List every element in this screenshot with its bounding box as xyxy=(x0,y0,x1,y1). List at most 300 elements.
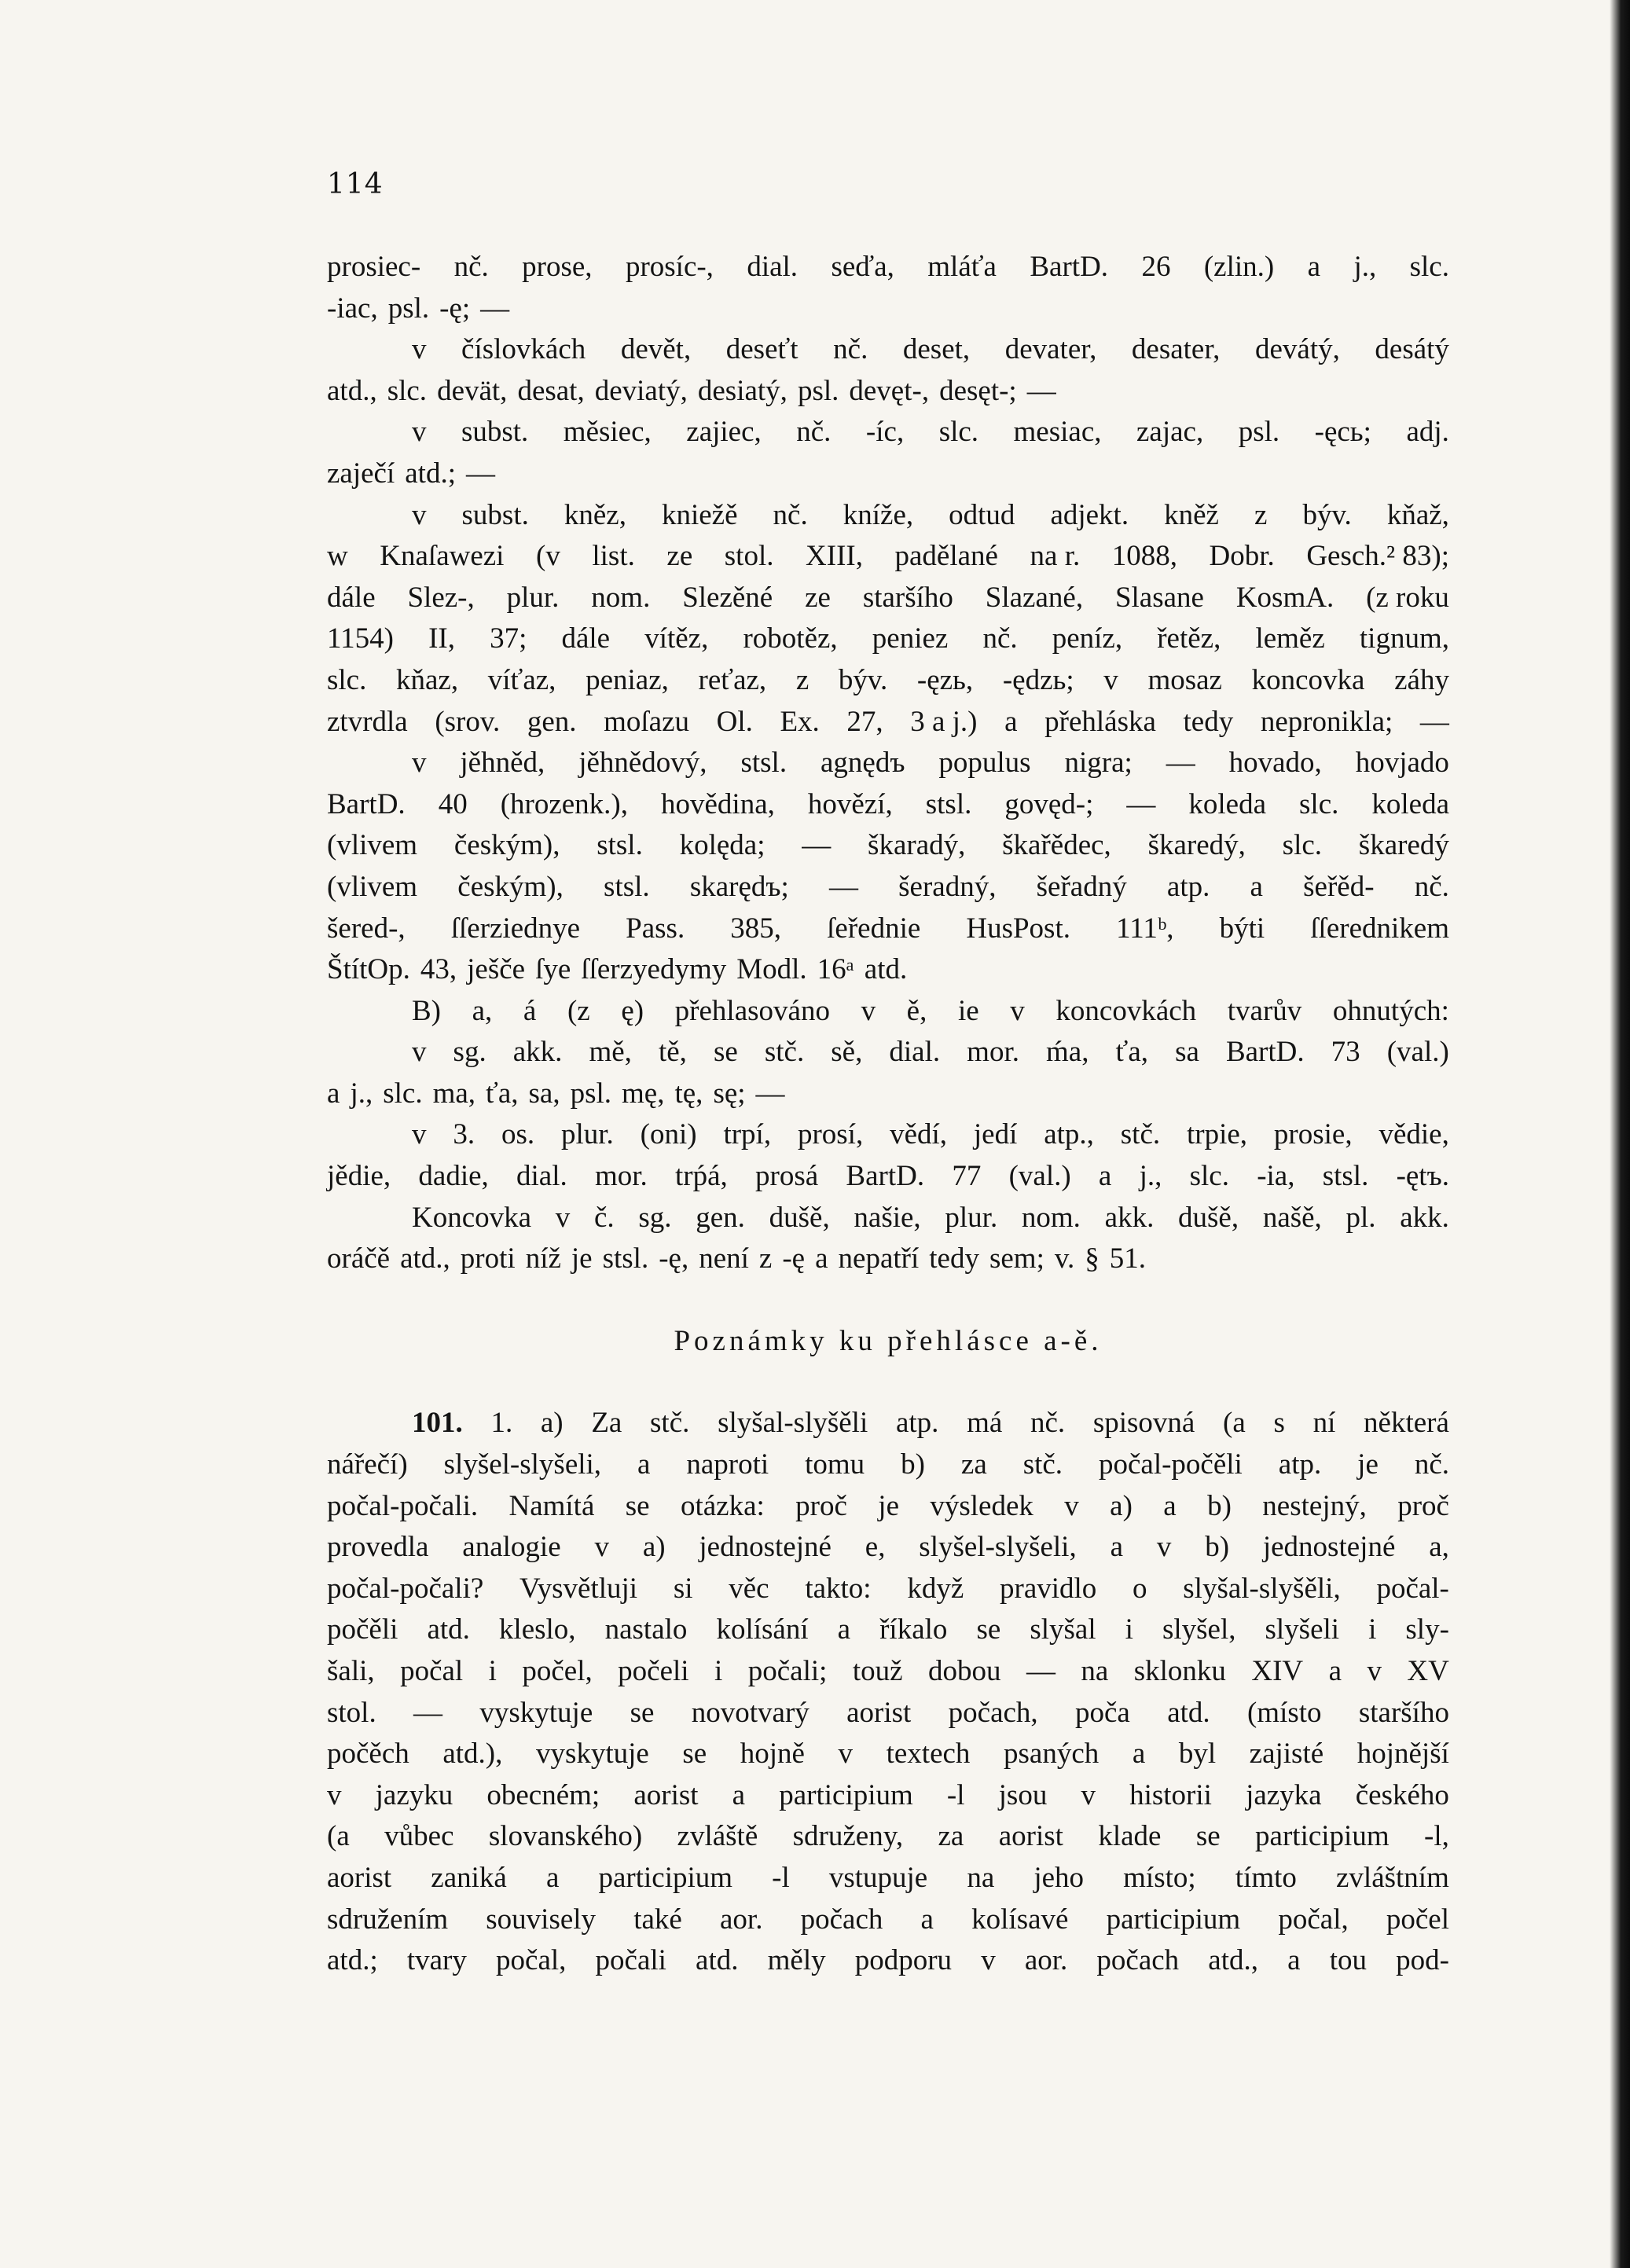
word: textech xyxy=(886,1738,971,1771)
word: na r. xyxy=(1030,540,1081,573)
word: — xyxy=(413,1696,443,1729)
word: z xyxy=(1254,498,1268,531)
word: mesiac, xyxy=(1013,416,1102,449)
word: ní xyxy=(1312,1407,1336,1440)
word: i xyxy=(1368,1613,1377,1646)
word: zvláštním xyxy=(1336,1861,1449,1894)
word: seďa, xyxy=(831,251,894,283)
word: sę; xyxy=(713,1077,746,1110)
word: slc. xyxy=(387,374,428,407)
word: nč. xyxy=(1414,1448,1449,1481)
word: Slasane xyxy=(1114,581,1204,614)
text-line xyxy=(327,247,1449,288)
word: slyšel, xyxy=(1162,1613,1236,1646)
word: j., xyxy=(1353,251,1377,283)
word: participium xyxy=(779,1778,913,1811)
word: hovado, xyxy=(1228,747,1322,780)
word: kolísání xyxy=(716,1613,809,1646)
page-right-edge xyxy=(1610,0,1630,2268)
word: deviatý, xyxy=(594,374,688,407)
word: nč. xyxy=(453,251,489,283)
word: škaredý xyxy=(1358,829,1449,862)
word: aorist xyxy=(998,1820,1063,1853)
word: nepatří xyxy=(838,1242,920,1275)
word: ze xyxy=(666,540,693,573)
word: peniaz, xyxy=(586,663,669,696)
word: poča xyxy=(1075,1696,1130,1729)
word: řetěz, xyxy=(1157,622,1221,655)
word: kleslo, xyxy=(498,1613,576,1646)
word: (val.) xyxy=(1008,1160,1071,1193)
word: agnędъ xyxy=(820,747,905,780)
text-line xyxy=(327,329,1449,371)
word: podporu xyxy=(854,1944,953,1977)
word: dále xyxy=(561,622,611,655)
word: aorist xyxy=(633,1778,699,1811)
word: hovjado xyxy=(1355,747,1449,780)
word: atp., xyxy=(1044,1118,1094,1151)
word: koncovkách xyxy=(1055,994,1197,1027)
word: -ętъ. xyxy=(1396,1160,1449,1193)
text-line xyxy=(327,1734,1449,1775)
word: v xyxy=(1081,1778,1096,1811)
word: (a xyxy=(1223,1407,1246,1440)
word: (z xyxy=(567,994,590,1027)
word: slyšeli xyxy=(1265,1613,1340,1646)
text-line xyxy=(327,1444,1449,1486)
word: HusPost. xyxy=(966,912,1070,945)
word: klade xyxy=(1098,1820,1162,1853)
word: tě, xyxy=(658,1036,687,1069)
word: atd. xyxy=(864,953,908,986)
word: ztvrdla xyxy=(327,705,408,738)
word: 1088, xyxy=(1111,540,1177,573)
word: aor. xyxy=(720,1903,763,1936)
word: stč. xyxy=(764,1036,805,1069)
word: není xyxy=(699,1242,749,1275)
word: záhy xyxy=(1394,663,1449,696)
word: číslovkách xyxy=(461,333,586,366)
word: stsl. xyxy=(1322,1160,1369,1193)
word: tedy xyxy=(929,1242,979,1275)
word: kněz, xyxy=(564,498,626,531)
word: aor. xyxy=(1024,1944,1068,1977)
word: trpie, xyxy=(1187,1118,1248,1151)
word: nč. xyxy=(1030,1407,1066,1440)
word: víťaz, xyxy=(487,663,556,696)
word: (hrozenk.), xyxy=(500,787,628,820)
word: list. xyxy=(592,540,635,573)
word: se xyxy=(1195,1820,1221,1853)
word: tou xyxy=(1329,1944,1367,1977)
word: sa xyxy=(1175,1036,1199,1069)
word: proti xyxy=(460,1242,516,1275)
word: (z roku xyxy=(1366,581,1449,614)
word: 77 xyxy=(952,1160,982,1193)
text-line xyxy=(327,991,1449,1033)
text-line xyxy=(327,1609,1449,1651)
word: proč xyxy=(1397,1489,1449,1522)
word: č. xyxy=(593,1201,615,1234)
word: šali, xyxy=(327,1655,375,1687)
word: j., xyxy=(350,1077,373,1110)
word: a xyxy=(1287,1944,1301,1977)
text-line xyxy=(327,784,1449,826)
word: kňaž, xyxy=(1386,498,1449,531)
word: a xyxy=(1250,870,1263,903)
word: 43, xyxy=(420,953,457,986)
word: škaradý, xyxy=(868,829,966,862)
text-line xyxy=(327,1114,1449,1156)
word: sdruženy, xyxy=(792,1820,904,1853)
word: býv. xyxy=(838,663,888,696)
word: trpí, xyxy=(723,1118,772,1151)
word: plur. xyxy=(506,581,560,614)
word: ješče xyxy=(467,953,526,986)
word: ſye xyxy=(535,953,571,986)
word: nom. xyxy=(1021,1201,1081,1234)
text-line xyxy=(327,412,1449,453)
word: BartD. xyxy=(846,1160,925,1193)
word: nč. xyxy=(773,498,808,531)
word: v xyxy=(1064,1489,1079,1522)
word: stol. xyxy=(724,540,774,573)
word: reťaz, xyxy=(698,663,767,696)
word: mláťa xyxy=(927,251,997,283)
word: je xyxy=(571,1242,593,1275)
word: vstupuje xyxy=(828,1861,928,1894)
word: prosá xyxy=(755,1160,819,1193)
word: měly xyxy=(767,1944,826,1977)
word: a xyxy=(920,1903,934,1936)
word: participium xyxy=(598,1861,733,1894)
word: vědí, xyxy=(890,1118,948,1151)
word: slc. xyxy=(938,416,979,449)
word: v xyxy=(412,747,427,780)
word: ě, xyxy=(906,994,927,1027)
word: historii xyxy=(1129,1778,1212,1811)
word: 26 xyxy=(1141,251,1171,283)
word: počel, xyxy=(522,1655,593,1687)
word: tvarův xyxy=(1227,994,1302,1027)
word: hovědina, xyxy=(661,787,775,820)
word: zajiec, xyxy=(686,416,762,449)
word: a xyxy=(815,1242,828,1275)
word: dial. xyxy=(889,1036,941,1069)
word: i xyxy=(714,1655,723,1687)
word: sem; xyxy=(989,1242,1044,1275)
text-line xyxy=(327,1940,1449,1982)
word: sg. xyxy=(453,1036,486,1069)
word: ma, xyxy=(432,1077,476,1110)
word: tę, xyxy=(674,1077,703,1110)
word: počal-počali. xyxy=(327,1489,479,1522)
word: zajac, xyxy=(1136,416,1204,449)
word: vítěz, xyxy=(644,622,709,655)
word: 385, xyxy=(730,912,782,945)
word: akk. xyxy=(512,1036,563,1069)
word: — xyxy=(465,457,495,490)
word: 1. xyxy=(490,1407,513,1440)
word: počeli xyxy=(618,1655,689,1687)
word: a xyxy=(732,1778,746,1811)
word: počach, xyxy=(948,1696,1038,1729)
word: našie, xyxy=(854,1201,921,1234)
word: počach xyxy=(800,1903,883,1936)
word: vyskytuje xyxy=(535,1738,649,1771)
word: XIII, xyxy=(806,540,863,573)
word: psl. xyxy=(570,1077,612,1110)
word: Slezěné xyxy=(682,581,773,614)
text-line xyxy=(327,702,1449,743)
word: participium xyxy=(1106,1903,1241,1936)
word: padělané xyxy=(894,540,998,573)
word: a xyxy=(1307,251,1321,283)
text-line xyxy=(327,1569,1449,1610)
word: w xyxy=(327,540,348,573)
word: stsl. xyxy=(602,1242,649,1275)
text-line xyxy=(327,1073,1449,1115)
word: leměz xyxy=(1255,622,1325,655)
word: gen. xyxy=(527,705,577,738)
word: devátý, xyxy=(1254,333,1340,366)
word: robotěz, xyxy=(743,622,838,655)
word: subst. xyxy=(461,498,529,531)
word: gen. xyxy=(696,1201,745,1234)
word: tomu xyxy=(805,1448,865,1481)
word: Gesch.² 83); xyxy=(1306,540,1449,573)
word: dušě, xyxy=(1178,1201,1239,1234)
word: staršího xyxy=(862,581,953,614)
word: aorist xyxy=(327,1861,392,1894)
word: spisovná xyxy=(1092,1407,1195,1440)
word: Namítá xyxy=(508,1489,595,1522)
text-line xyxy=(327,1899,1449,1941)
word: koleda xyxy=(1371,787,1449,820)
word: Slez-, xyxy=(407,581,475,614)
word: z xyxy=(795,663,809,696)
word: a xyxy=(1163,1489,1177,1522)
word: a, xyxy=(1429,1531,1449,1564)
word: slyšal-slyšěli xyxy=(718,1407,868,1440)
word: a) xyxy=(642,1531,666,1564)
word: — xyxy=(480,292,510,325)
text-line xyxy=(327,1198,1449,1239)
word: jeho xyxy=(1033,1861,1085,1894)
word: takto: xyxy=(805,1572,872,1605)
text-line xyxy=(327,1239,1449,1280)
word: mě, xyxy=(589,1036,632,1069)
text-line xyxy=(327,1651,1449,1693)
word: -l, xyxy=(1424,1820,1449,1853)
word: má xyxy=(967,1407,1003,1440)
word: -ę; xyxy=(439,292,471,325)
word: atd., xyxy=(327,374,377,407)
word: deset, xyxy=(902,333,971,366)
word: nastalo xyxy=(604,1613,688,1646)
word: z xyxy=(758,1242,773,1275)
word: a, xyxy=(472,994,493,1027)
word: desęt-; xyxy=(939,374,1017,407)
word: na xyxy=(1081,1655,1109,1687)
word: aorist xyxy=(846,1696,912,1729)
word: šeradný, xyxy=(898,870,997,903)
word: vůbec xyxy=(384,1820,454,1853)
word: devät, xyxy=(437,374,508,407)
word: vědie, xyxy=(1379,1118,1449,1151)
word: -ę, xyxy=(659,1242,689,1275)
word: (srov. xyxy=(435,705,501,738)
word: — xyxy=(1026,1655,1055,1687)
word: (val.) xyxy=(1386,1036,1449,1069)
word: os. xyxy=(501,1118,535,1151)
word: atd.; xyxy=(405,457,456,490)
word: slc. xyxy=(1409,251,1449,283)
word: koncovka xyxy=(1251,663,1365,696)
word: nč. xyxy=(796,416,832,449)
text-line xyxy=(327,908,1449,950)
word: českým), xyxy=(453,829,560,862)
page-number: 114 xyxy=(327,168,384,200)
word: — xyxy=(1419,705,1449,738)
word: českého xyxy=(1355,1778,1449,1811)
word: prose, xyxy=(522,251,593,283)
word: atp. xyxy=(1278,1448,1322,1481)
word: populus xyxy=(938,747,1031,780)
word: b) xyxy=(1205,1531,1230,1564)
word: na xyxy=(967,1861,995,1894)
word: oráčě xyxy=(327,1242,391,1275)
word: v xyxy=(327,1778,342,1811)
word: je xyxy=(1357,1448,1379,1481)
word: nepronikla; xyxy=(1260,705,1393,738)
word: se xyxy=(682,1738,707,1771)
word: novotvarý xyxy=(691,1696,809,1729)
word: participium xyxy=(1255,1820,1390,1853)
word: zajisté xyxy=(1249,1738,1324,1771)
word: hojnější xyxy=(1356,1738,1449,1771)
word: adjekt. xyxy=(1050,498,1129,531)
word: se xyxy=(630,1696,655,1729)
word: psaných xyxy=(1004,1738,1100,1771)
word: stč. xyxy=(1120,1118,1161,1151)
word: plur. xyxy=(560,1118,614,1151)
word: jěhněd, xyxy=(460,747,545,780)
word: škaredý, xyxy=(1147,829,1246,862)
word: obecném; xyxy=(486,1778,600,1811)
word: a xyxy=(545,1861,560,1894)
word: šeřěd- xyxy=(1303,870,1375,903)
word: v xyxy=(1367,1655,1382,1687)
word: psl. xyxy=(797,374,839,407)
word: 101. xyxy=(412,1407,463,1440)
text-line xyxy=(327,949,1449,991)
word: i xyxy=(488,1655,497,1687)
word: odtud xyxy=(949,498,1015,531)
word: deseťt xyxy=(725,333,798,366)
word: prosiec- xyxy=(327,251,421,283)
word: devět, xyxy=(620,333,692,366)
word: ze xyxy=(805,581,831,614)
word: počach xyxy=(1096,1944,1180,1977)
word: 111ᵇ, xyxy=(1116,912,1174,945)
word: staršího xyxy=(1358,1696,1449,1729)
section-heading: Poznámky ku přehlásce a-ě. xyxy=(674,1324,1103,1357)
word: nom. xyxy=(591,581,651,614)
word: a xyxy=(327,1077,340,1110)
word: kniežě xyxy=(661,498,738,531)
word: akk. xyxy=(1104,1201,1155,1234)
text-line xyxy=(327,1858,1449,1899)
word: v xyxy=(1156,1531,1172,1564)
word: slyšel-slyšeli, xyxy=(919,1531,1077,1564)
word: mosaz xyxy=(1147,663,1222,696)
text-line xyxy=(327,1156,1449,1198)
word: stol. xyxy=(327,1696,376,1729)
word: Dobr. xyxy=(1209,540,1275,573)
word: slc. xyxy=(1282,829,1323,862)
word: (místo xyxy=(1246,1696,1322,1729)
text-line xyxy=(327,618,1449,660)
word: jednostejné xyxy=(699,1531,832,1564)
word: BartD. xyxy=(1030,251,1109,283)
word: za xyxy=(960,1448,987,1481)
word: ſſerziednye xyxy=(450,912,581,945)
word: 73 xyxy=(1331,1036,1360,1069)
word: (zlin.) xyxy=(1203,251,1275,283)
word: dial. xyxy=(747,251,798,283)
word: počal- xyxy=(1376,1572,1449,1605)
word: ťa, xyxy=(1115,1036,1149,1069)
word: -iac, xyxy=(327,292,378,325)
word: v xyxy=(412,1118,427,1151)
word: desat, xyxy=(517,374,585,407)
word: a xyxy=(1328,1655,1342,1687)
text-line xyxy=(327,578,1449,619)
word: počal xyxy=(400,1655,464,1687)
word: peniez xyxy=(872,622,949,655)
word: naproti xyxy=(686,1448,769,1481)
body-lines-section-a xyxy=(327,247,1449,1280)
text-line xyxy=(327,1775,1449,1817)
word: ę) xyxy=(621,994,644,1027)
word: slc. xyxy=(1299,787,1339,820)
word: jědie, xyxy=(327,1160,391,1193)
word: si xyxy=(673,1572,693,1605)
word: hojně xyxy=(740,1738,805,1771)
word: v xyxy=(412,333,427,366)
word: slc. xyxy=(383,1077,423,1110)
word: v xyxy=(1010,994,1025,1027)
text-line xyxy=(327,825,1449,867)
text-line xyxy=(327,536,1449,578)
word: -ęzь, xyxy=(916,663,974,696)
word: — xyxy=(1026,374,1056,407)
word: říkalo xyxy=(879,1613,948,1646)
word: pl. xyxy=(1345,1201,1376,1234)
word: mor. xyxy=(594,1160,648,1193)
word: stsl. xyxy=(597,829,643,862)
word: sly- xyxy=(1405,1613,1449,1646)
word: se xyxy=(713,1036,738,1069)
word: výsledek xyxy=(930,1489,1033,1522)
text-line xyxy=(327,1693,1449,1734)
word: šered-, xyxy=(327,912,406,945)
text-line xyxy=(327,453,1449,495)
body-lines-section-b xyxy=(327,1403,1449,1981)
word: a xyxy=(637,1448,651,1481)
word: v xyxy=(412,1036,427,1069)
